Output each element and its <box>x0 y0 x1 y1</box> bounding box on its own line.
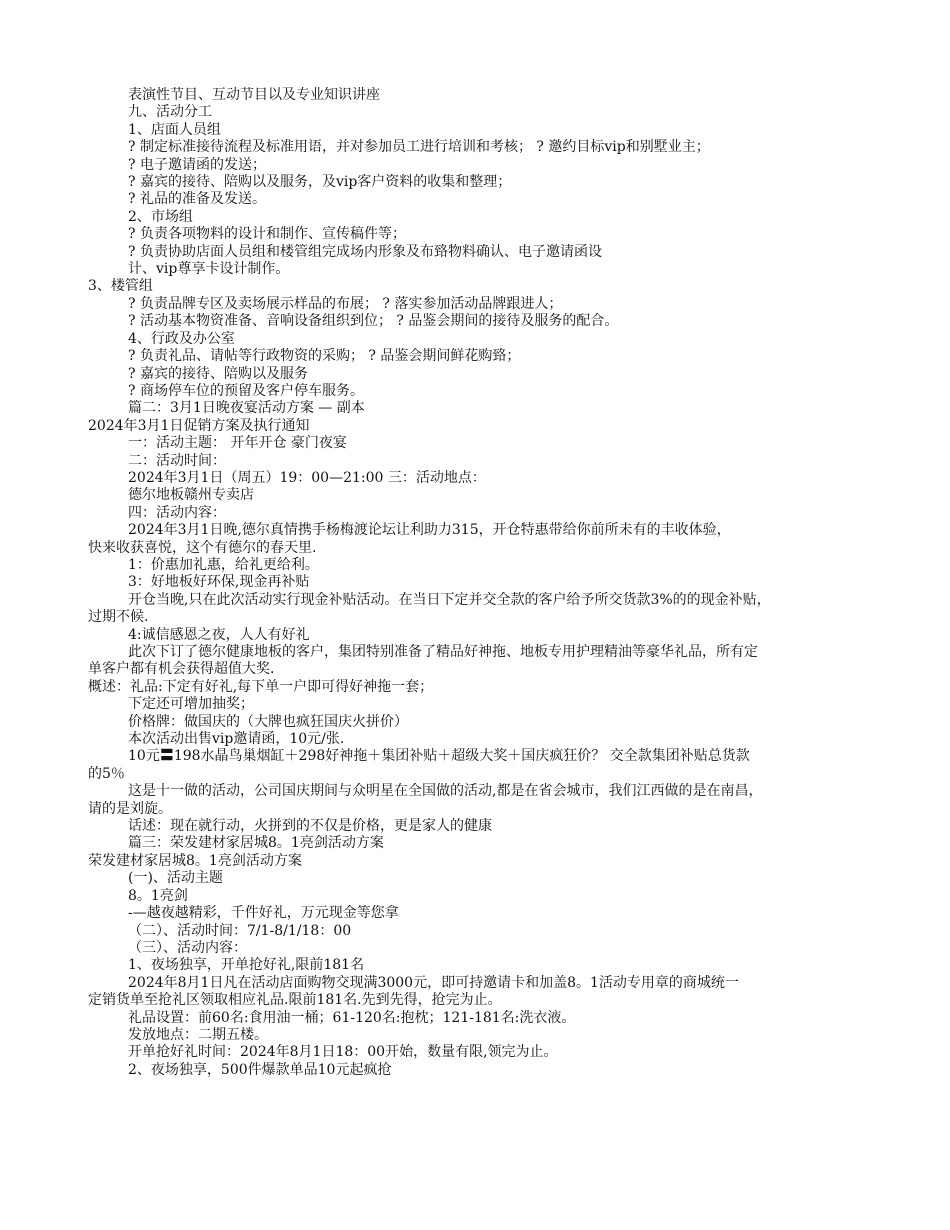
text-line: 德尔地板赣州专卖店 <box>128 487 254 504</box>
text-line: ? 负责品牌专区及卖场展示样品的布展； ? 落实参加活动品牌跟进人； <box>128 295 563 312</box>
text-line: 快来收获喜悦，这个有德尔的春天里. <box>88 539 317 556</box>
document-body <box>88 87 878 1079</box>
text-line: 二：活动时间： <box>128 452 226 469</box>
text-line: -—越夜越精彩，千件好礼，万元现金等您拿 <box>128 905 399 922</box>
text-line: 单客户都有机会获得超值大奖. <box>88 661 275 678</box>
text-line: 概述：礼品:下定有好礼,每下单一户即可得好神拖一套； <box>88 678 434 695</box>
text-line: 2、夜场独享，500件爆款单品10元起疯抢 <box>128 1061 392 1078</box>
text-line: 开仓当晚,只在此次活动实行现金补贴活动。在当日下定并交全款的客户给予所交货款3%的的现金补贴， <box>128 591 771 608</box>
text-line: 3：好地板好环保,现金再补贴 <box>128 574 310 591</box>
text-line: (一)、活动主题 <box>128 870 223 887</box>
text-line: 荣发建材家居城8。1亮剑活动方案 <box>88 852 302 869</box>
text-line: 四：活动内容： <box>128 504 226 521</box>
text-line: 表演性节目、互动节目以及专业知识讲座 <box>128 87 380 103</box>
text-line: 2024年3月1日（周五）19：00—21:00 三：活动地点： <box>128 469 486 486</box>
text-line: 一：活动主题： 开年开仓 豪门夜宴 <box>128 435 347 452</box>
text-line: ? 嘉宾的接待、陪购以及服务，及vip客户资料的收集和整理； <box>128 174 512 191</box>
text-line: ? 负责协助店面人员组和楼管组完成场内形象及布臵物料确认、电子邀请函设 <box>128 243 602 260</box>
text-line: 2、市场组 <box>128 208 193 225</box>
text-line: 4:诚信感恩之夜，人人有好礼 <box>128 626 310 643</box>
text-line: （三）、活动内容： <box>128 939 247 956</box>
text-line: 2024年8月1日凡在活动店面购物交现满3000元，即可持邀请卡和加盖8。1活动专用章的商城统一 <box>128 974 739 991</box>
text-line: 此次下订了德尔健康地板的客户，集团特别准备了精品好神拖、地板专用护理精油等豪华礼品，所有定 <box>128 644 758 660</box>
text-line: 礼品设置：前60名:食用油一桶；61-120名:抱枕；121-181名:洗衣液。 <box>128 1009 576 1026</box>
text-line: 发放地点：二期五楼。 <box>128 1026 268 1043</box>
text-line: 篇二：3月1日晚夜宴活动方案 — 副本 <box>128 400 365 417</box>
text-line: ? 负责礼品、请帖等行政物资的采购； ? 品鉴会期间鲜花购臵； <box>128 348 521 365</box>
text-line: 4、行政及办公室 <box>128 330 235 347</box>
text-line: （二）、活动时间：7/1-8/1/18：00 <box>128 922 352 939</box>
text-line: ? 礼品的准备及发送。 <box>128 191 266 208</box>
text-line: 价格牌：做国庆的（大牌也疯狂国庆火拼价） <box>128 713 408 730</box>
text-line: 1、店面人员组 <box>128 121 221 138</box>
text-line: 下定还可增加抽奖； <box>128 696 254 713</box>
text-line: 8。1亮剑 <box>128 887 188 904</box>
text-line: 这是十一做的活动，公司国庆期间与众明星在全国做的活动,都是在省会城市，我们江西做的是在南昌， <box>128 783 763 800</box>
text-line: ? 活动基本物资准备、音响设备组织到位； ? 品鉴会期间的接待及服务的配合。 <box>128 313 619 330</box>
text-line: 定销货单至抢礼区领取相应礼品.限前181名.先到先得，抢完为止。 <box>88 992 502 1009</box>
text-line: 2024年3月1日促销方案及执行通知 <box>88 417 310 434</box>
text-line: 2024年3月1日晚,德尔真情携手杨梅渡论坛让利助力315，开仓特惠带给你前所未有的丰收体验， <box>128 522 731 539</box>
text-line: 篇三：荣发建材家居城8。1亮剑活动方案 <box>128 835 384 852</box>
text-line: 1：价惠加礼惠，给礼更给利。 <box>128 556 319 573</box>
text-line: ? 负责各项物料的设计和制作、宣传稿件等； <box>128 226 406 243</box>
text-line: 计、vip尊享卡设计制作。 <box>128 261 290 278</box>
text-line: 开单抢好礼时间：2024年8月1日18：00开始，数量有限,领完为止。 <box>128 1044 558 1061</box>
text-line: 1、夜场独享，开单抢好礼,限前181名 <box>128 957 365 974</box>
text-line: ? 制定标准接待流程及标准用语，并对参加员工进行培训和考核； ? 邀约目标vip和别墅业主； <box>128 139 710 156</box>
text-line: 九、活动分工 <box>128 104 212 121</box>
text-line: ? 嘉宾的接待、陪购以及服务 <box>128 365 308 382</box>
text-line: ? 商场停车位的预留及客户停车服务。 <box>128 382 364 399</box>
text-line: ? 电子邀请函的发送； <box>128 156 266 173</box>
text-line: 10元〓198水晶鸟巢烟缸＋298好神拖＋集团补贴＋超级大奖＋国庆疯狂价？ 交全款集团补贴总货款 <box>128 748 750 765</box>
text-line: 本次活动出售vip邀请函，10元/张. <box>128 731 345 748</box>
text-line: 过期不候. <box>88 609 149 626</box>
text-line: 的5％ <box>88 765 125 782</box>
text-line: 话述：现在就行动，火拼到的不仅是价格，更是家人的健康 <box>128 818 492 835</box>
text-line: 3、楼管组 <box>88 278 153 295</box>
text-line: 请的是刘旋。 <box>88 800 172 817</box>
